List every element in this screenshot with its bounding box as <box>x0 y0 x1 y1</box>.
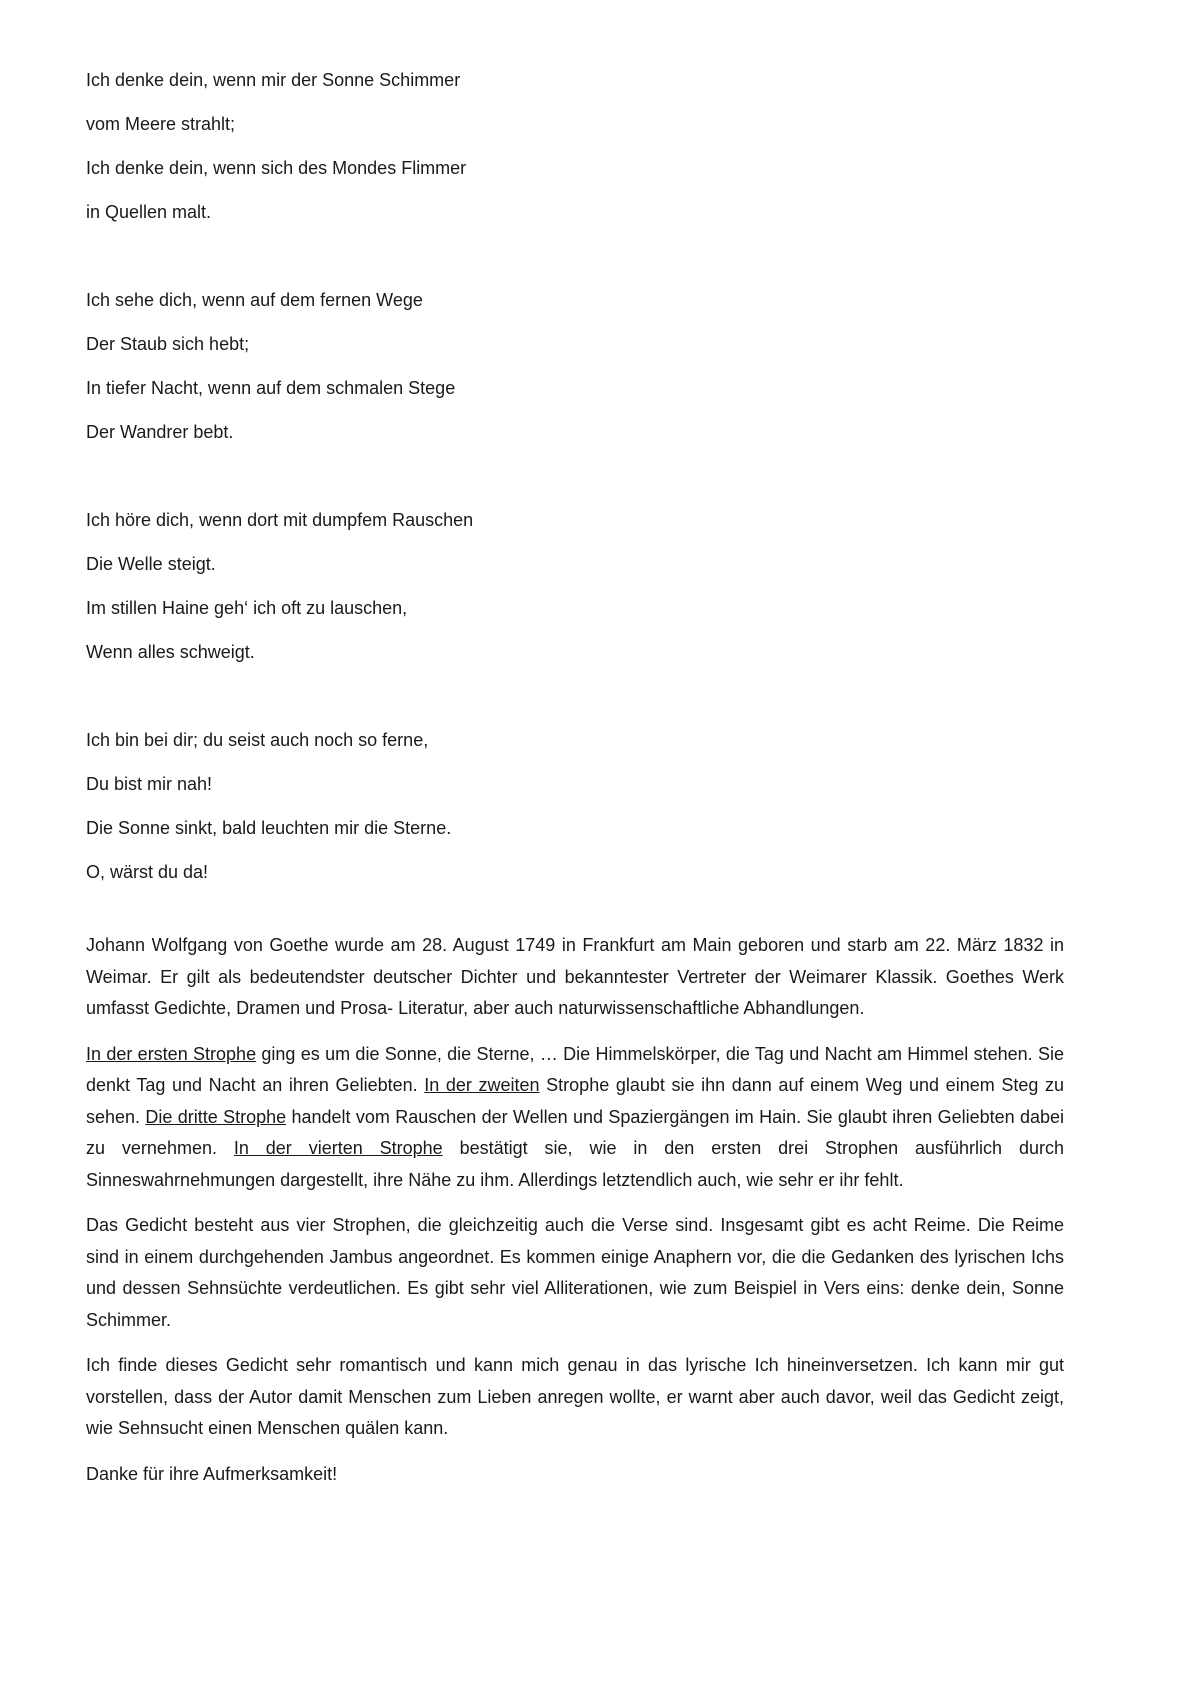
summary-paragraph <box>86 1039 1064 1197</box>
verse: Ich denke dein, wenn sich des Mondes Flimmer <box>86 158 467 178</box>
verse: in Quellen malt. <box>86 202 212 222</box>
underlined-phrase: In der ersten Strophe <box>86 1043 257 1064</box>
verse: Der Wandrer bebt. <box>86 422 234 442</box>
underlined-phrase: Die dritte Strophe <box>145 1106 287 1127</box>
verse: Wenn alles schweigt. <box>86 642 255 662</box>
summary-text: handelt vom Rauschen der Wellen und Spaziergängen im Hain. Sie glaubt ihren Geliebten dabei zu vernehmen. <box>86 1106 1065 1158</box>
stanza-2 <box>86 278 786 454</box>
underlined-phrase: In der vierten Strophe <box>233 1138 443 1158</box>
verse: Ich bin bei dir; du seist auch noch so ferne, <box>86 730 429 750</box>
opinion-paragraph: Ich finde dieses Gedicht sehr romantisch und kann mich genau in das lyrische Ich hineinversetzen. Ich kann mir gut vorstellen, dass der Autor damit Menschen zum Lieben anregen wollte, er warnt aber auch davor, weil das Gedicht zeigt, wie Sehnsucht einen Menschen quälen kann. <box>86 1355 1064 1438</box>
form-analysis-paragraph: Das Gedicht besteht aus vier Strophen, die gleichzeitig auch die Verse sind. Insgesamt gibt es acht Reime. Die Reime sind in einem durchgehenden Jambus angeordnet. Es kommen einige Anaphern vor, die die Gedanken des lyrischen Ichs und dessen Sehnsüchte verdeutlichen. Es gibt sehr viel Alliterationen, wie zum Beispiel in Vers eins: denke dein, Sonne Schimmer. <box>86 1215 1064 1330</box>
underlined-phrase: In der zweiten <box>424 1075 540 1095</box>
stanza-4 <box>86 718 786 894</box>
closing-line: Danke für ihre Aufmerksamkeit! <box>86 1463 338 1484</box>
verse: Ich höre dich, wenn dort mit dumpfem Rauschen <box>86 510 474 530</box>
summary-text: ging es um die Sonne, die Sterne, … Die Himmelskörper, die Tag und Nacht am Himmel stehen. Sie denkt Tag und Nacht an ihren Geliebten. <box>86 1043 1064 1095</box>
poem <box>86 58 786 938</box>
verse: O, wärst du da! <box>86 862 209 882</box>
verse: Du bist mir nah! <box>86 774 213 794</box>
verse: vom Meere strahlt; <box>86 114 236 134</box>
verse: Ich denke dein, wenn mir der Sonne Schimmer <box>86 70 461 90</box>
verse: Im stillen Haine geh‘ ich oft zu lauschen, <box>86 598 408 618</box>
essay <box>86 930 1064 1504</box>
verse: Die Welle steigt. <box>86 554 216 574</box>
verse: In tiefer Nacht, wenn auf dem schmalen Stege <box>86 378 456 398</box>
verse: Die Sonne sinkt, bald leuchten mir die Sterne. <box>86 818 452 838</box>
stanza-1 <box>86 58 786 234</box>
summary-text: bestätigt sie, wie in den ersten drei Strophen ausführlich durch Sinneswahrnehmungen dargestellt, ihre Nähe zu ihm. Allerdings letztendlich auch, wie sehr er ihr fehlt. <box>86 1138 1064 1190</box>
verse: Der Staub sich hebt; <box>86 334 250 354</box>
biography-paragraph: Johann Wolfgang von Goethe wurde am 28. August 1749 in Frankfurt am Main geboren und starb am 22. März 1832 in Weimar. Er gilt als bedeutendster deutscher Dichter und bekanntester Vertreter der Weimarer Klassik. Goethes Werk umfasst Gedichte, Dramen und Prosa- Literatur, aber auch naturwissenschaftliche Abhandlungen. <box>86 935 1064 1018</box>
stanza-3 <box>86 498 786 674</box>
verse: Ich sehe dich, wenn auf dem fernen Wege <box>86 290 423 310</box>
summary-text: Strophe glaubt sie ihn dann auf einem Weg und einem Steg zu sehen. <box>86 1075 1064 1127</box>
